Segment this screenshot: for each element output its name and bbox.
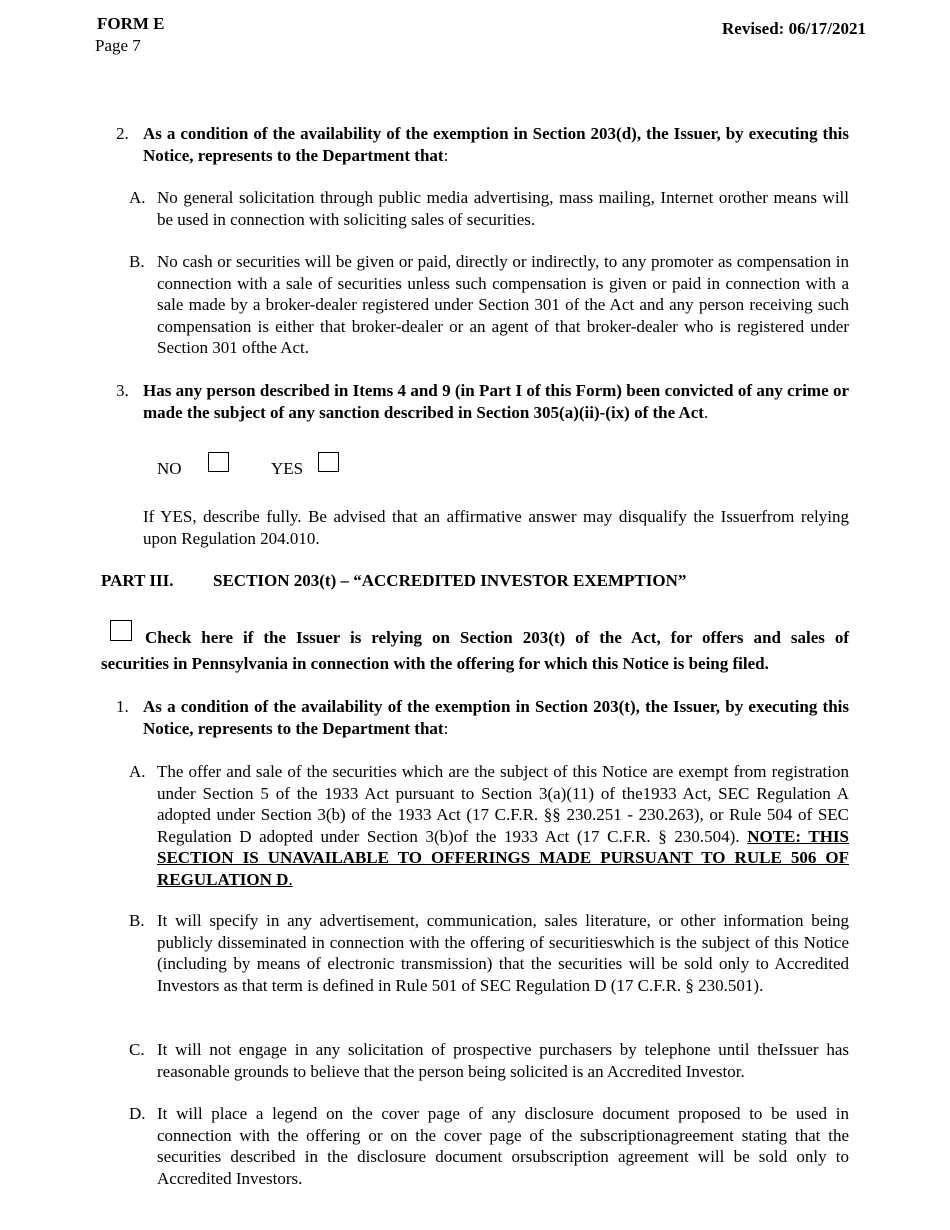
part-3-check-text-line-2: securities in Pennsylvania in connection with the offering for which this Notice is being filed. xyxy=(101,654,769,673)
item-1-a-note: NOTE: THIS SECTION IS UNAVAILABLE TO OFFERINGS MADE PURSUANT TO RULE 506 OF REGULATION D xyxy=(157,826,849,889)
item-3-number: 3. xyxy=(116,381,129,400)
item-2-a-letter: A. xyxy=(129,188,146,207)
part-3-title: SECTION 203(t) – “ACCREDITED INVESTOR EXEMPTION” xyxy=(213,571,687,590)
revised-date: Revised: 06/17/2021 xyxy=(722,19,867,38)
item-2-a-text: No general solicitation through public media advertising, mass mailing, Internet orother means will be used in connection with soliciting sales of securities. xyxy=(157,188,849,229)
no-label: NO xyxy=(157,459,182,478)
item-1-a-note-end: . xyxy=(288,869,293,889)
item-1-a-text: The offer and sale of the securities which are the subject of this Notice are exempt from registration under Section 5 of the 1933 Act pursuant to Section 3(a)(11) of the1933 Act, SEC Regulation A adopted under Section 3(b) of the 1933 Act (17 C.F.R. §§ 230.251 - 230.263), or Rule 504 of SEC Regulation D adopted under Section 3(b)of the 1933 Act (17 C.F.R. § 230.504). xyxy=(157,762,849,846)
item-3-note: If YES, describe fully. Be advised that an affirmative answer may disqualify the Issuerfrom relying upon Regulation 204.010. xyxy=(143,507,849,548)
item-1-a-paragraph xyxy=(157,761,849,890)
item-3-period: . xyxy=(703,402,709,422)
item-1-colon: : xyxy=(443,718,449,738)
yes-checkbox[interactable] xyxy=(318,452,339,472)
item-1-number: 1. xyxy=(116,697,129,716)
item-2-b-text: No cash or securities will be given or paid, directly or indirectly, to any promoter as compensation in connection with a sale of securities unless such compensation is given or paid in connection with a sale made by a broker-dealer registered under Section 301 of the Act and any person receiving such compensation is either that broker-dealer or an agent of that broker-dealer who is registered under Section 301 ofthe Act. xyxy=(157,252,849,357)
accredited-investor-checkbox[interactable] xyxy=(110,620,132,641)
item-3-question xyxy=(143,380,849,423)
item-1-a-letter: A. xyxy=(129,762,146,781)
form-label: FORM E xyxy=(97,14,165,33)
item-3-question-text: Has any person described in Items 4 and 9 (in Part I of this Form) been convicted of any crime or made the subject of any sanction described in Section 305(a)(ii)-(ix) of the Act xyxy=(143,381,849,422)
item-2-number: 2. xyxy=(116,124,129,143)
item-1-c-letter: C. xyxy=(129,1040,145,1059)
item-1-heading-text: As a condition of the availability of the exemption in Section 203(t), the Issuer, by executing this Notice, represents to the Department that xyxy=(143,697,849,738)
item-1-c-text: It will not engage in any solicitation of prospective purchasers by telephone until theIssuer has reasonable grounds to believe that the person being solicited is an Accredited Investor. xyxy=(157,1040,849,1081)
item-2-heading-text: As a condition of the availability of the exemption in Section 203(d), the Issuer, by executing this Notice, represents to the Department that xyxy=(143,124,849,165)
item-2-colon: : xyxy=(443,145,449,165)
item-1-d-letter: D. xyxy=(129,1104,146,1123)
item-1-b-text: It will specify in any advertisement, communication, sales literature, or other information being publicly disseminated in connection with the offering of securitieswhich is the subject of this Notice (including by means of electronic transmission) that the securities will be sold only to Accredited Investors as that term is defined in Rule 501 of SEC Regulation D (17 C.F.R. § 230.501). xyxy=(157,911,849,995)
part-3-check-text-line-1: Check here if the Issuer is relying on Section 203(t) of the Act, for offers and sales of xyxy=(145,628,849,647)
item-2-b-letter: B. xyxy=(129,252,145,271)
yes-label: YES xyxy=(271,459,304,478)
item-1-b-letter: B. xyxy=(129,911,145,930)
item-1-d-text: It will place a legend on the cover page of any disclosure document proposed to be used in connection with the offering or on the cover page of the subscriptionagreement stating that the securities described in the disclosure document orsubscription agreement will be sold only to Accredited Investors. xyxy=(157,1104,849,1188)
item-1-heading xyxy=(143,696,849,739)
no-checkbox[interactable] xyxy=(208,452,229,472)
page-number: Page 7 xyxy=(95,36,141,55)
item-2-heading xyxy=(143,123,849,166)
part-3-label: PART III. xyxy=(101,571,174,590)
